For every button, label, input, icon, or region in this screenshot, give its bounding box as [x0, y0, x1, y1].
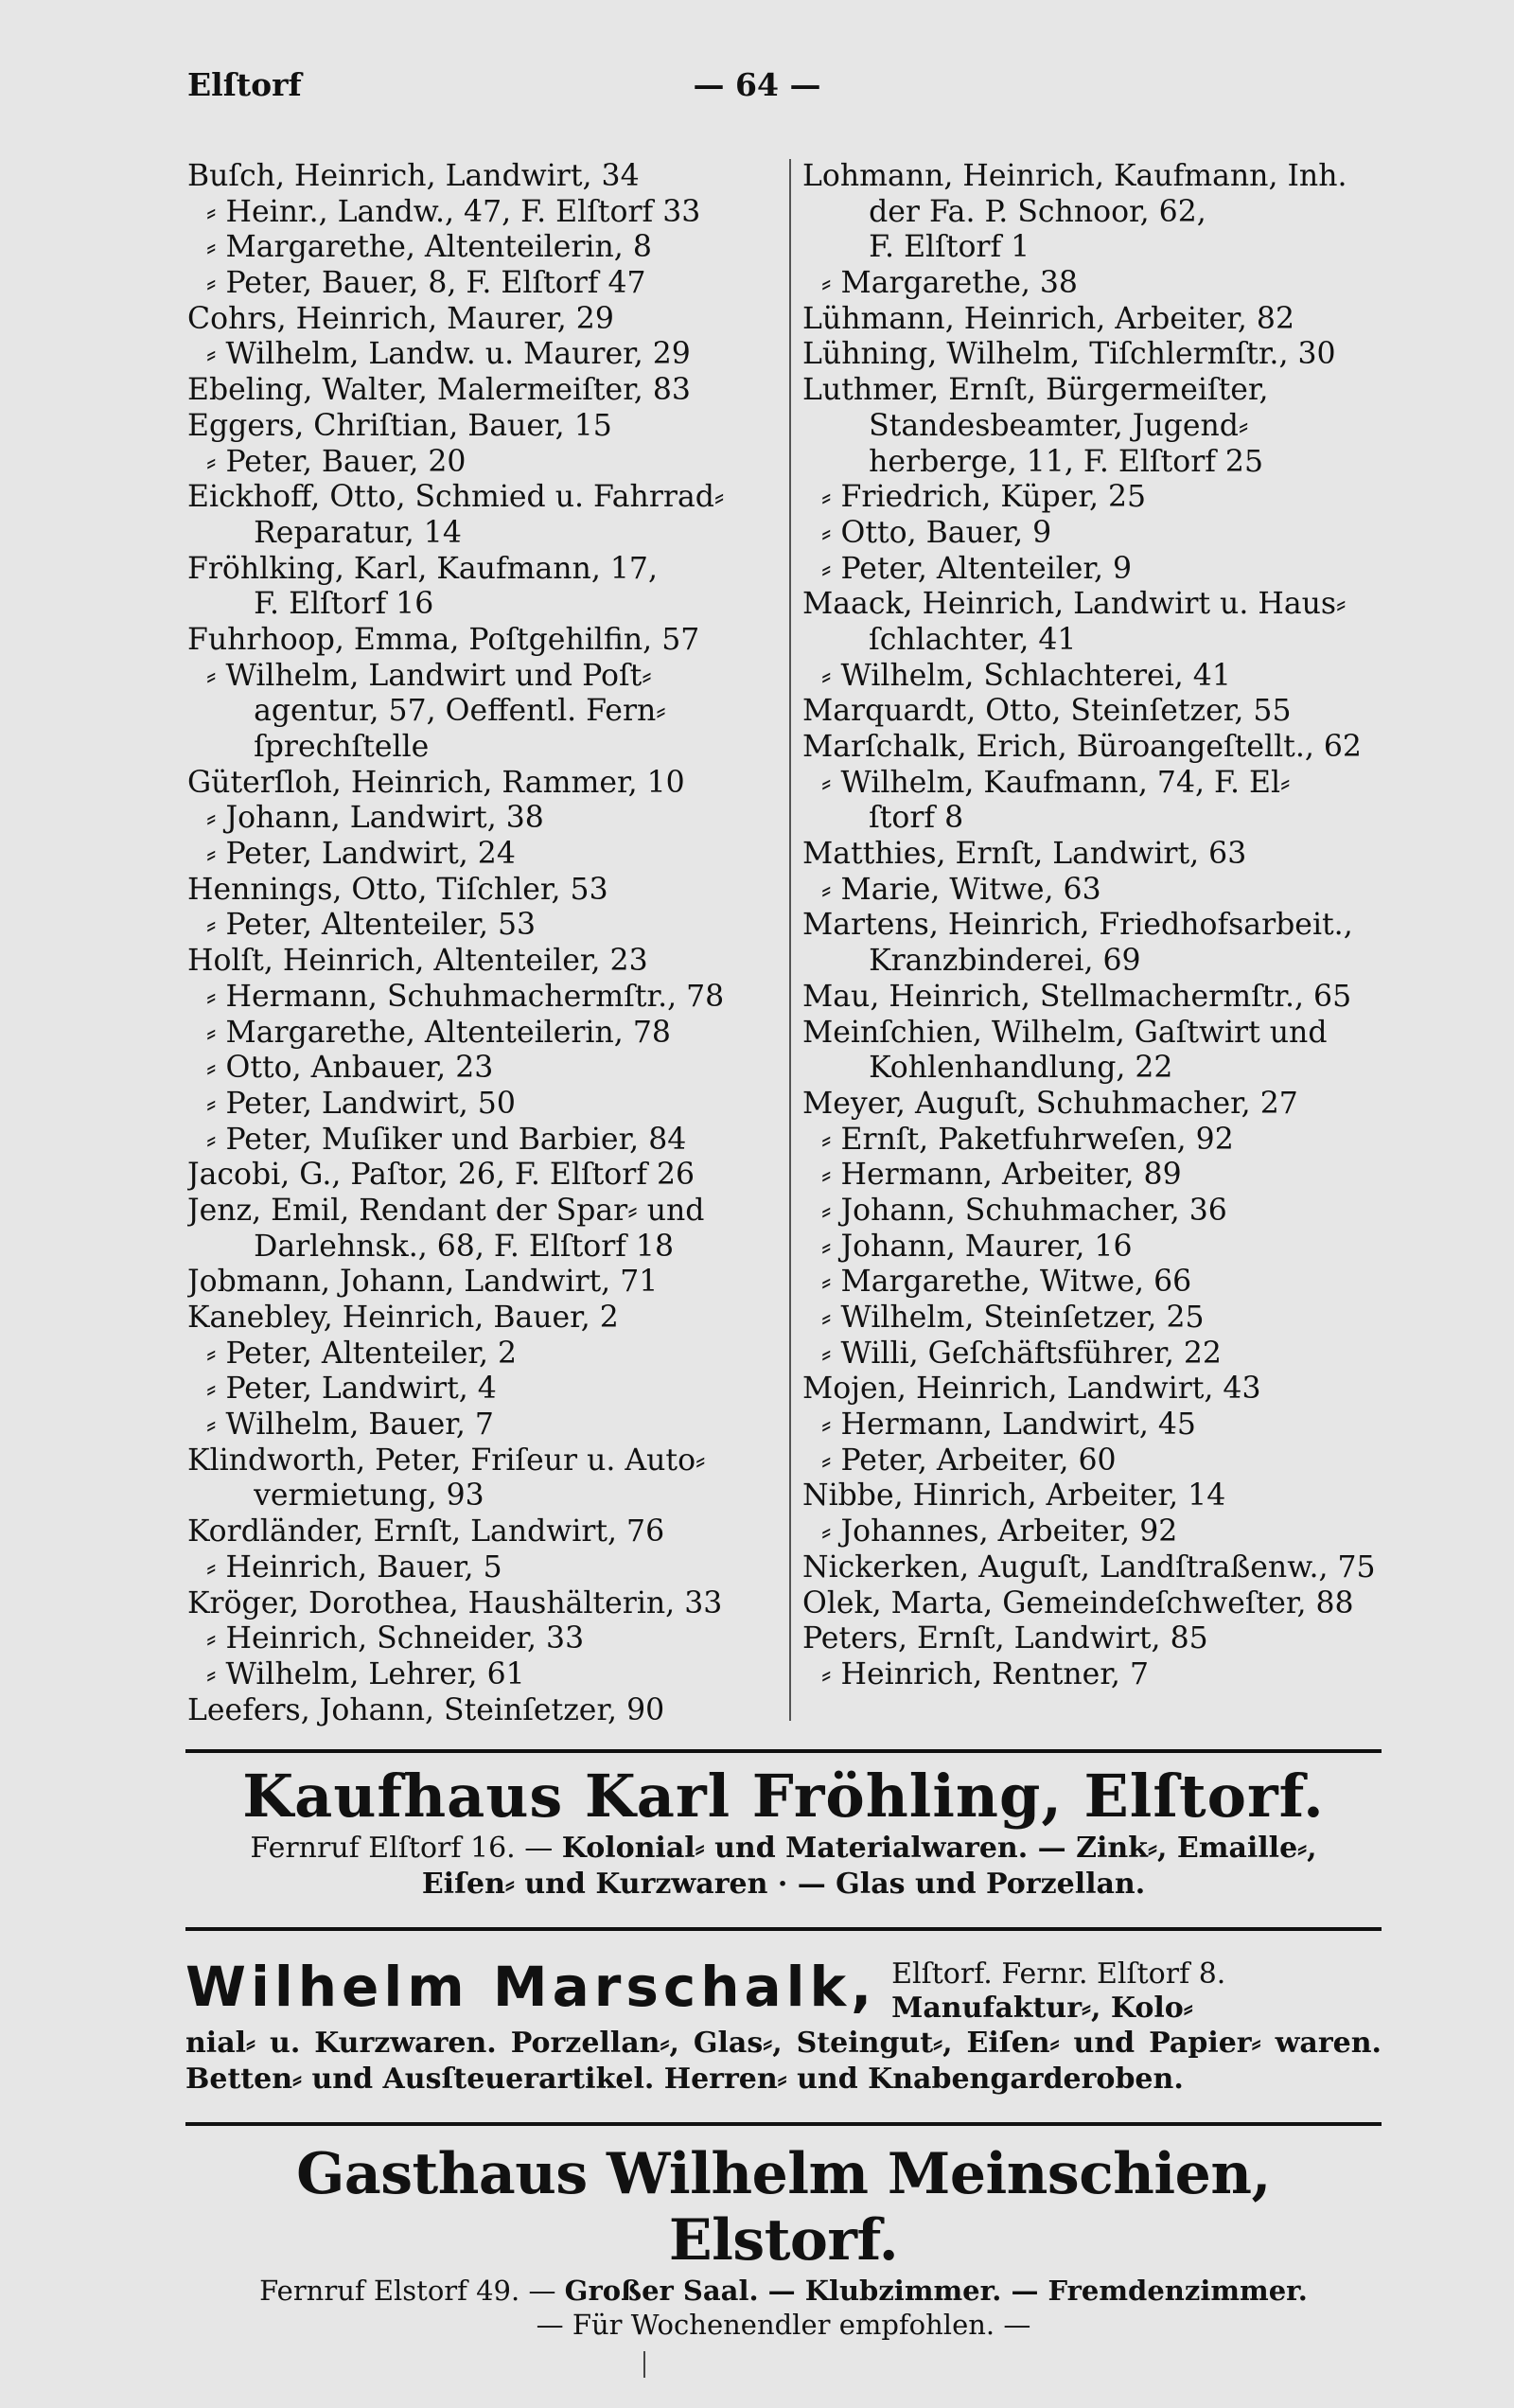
- ad-title: Kaufhaus Karl Fröhling, Elſtorf.: [242, 1762, 1325, 1831]
- ad-text-line: [185, 1831, 1382, 1867]
- directory-entry: Olek, Marta, Gemeindeſchweſter, 88: [802, 1585, 1354, 1620]
- directory-entry: ⸗ Peter, Altenteiler, 9: [802, 551, 1133, 586]
- directory-entry: Nickerken, Auguſt, Landſtraßenw., 75: [802, 1549, 1376, 1585]
- directory-entry: Klindworth, Peter, Friſeur u. Auto⸗: [187, 1443, 706, 1478]
- directory-entry: Marquardt, Otto, Steinſetzer, 55: [802, 694, 1292, 729]
- directory-entry: ⸗ Hermann, Arbeiter, 89: [802, 1158, 1182, 1193]
- directory-entry: ⸗ Peter, Altenteiler, 53: [187, 908, 537, 943]
- right-column: [802, 159, 1389, 1693]
- directory-entry: F. Elſtorf 1: [802, 230, 1030, 265]
- directory-entry: Darlehnsk., 68, F. Elſtorf 18: [187, 1229, 675, 1264]
- ad-rule-2: [185, 1927, 1382, 1931]
- directory-entry: Martens, Heinrich, Friedhofsarbeit.,: [802, 908, 1353, 943]
- directory-entry: Standesbeamter, Jugend⸗: [802, 408, 1249, 443]
- directory-entry: ⸗ Wilhelm, Kaufmann, 74, F. El⸗: [802, 765, 1291, 800]
- directory-entry: ⸗ Peter, Arbeiter, 60: [802, 1443, 1117, 1478]
- directory-entry: ⸗ Peter, Muſiker und Barbier, 84: [187, 1122, 687, 1157]
- ad-kaufhaus-froehling: [185, 1762, 1382, 1903]
- directory-entry: der Fa. P. Schnoor, 62,: [802, 194, 1206, 229]
- directory-entry: ⸗ Wilhelm, Landw. u. Maurer, 29: [187, 337, 691, 372]
- directory-entry: Nibbe, Hinrich, Arbeiter, 14: [802, 1478, 1226, 1514]
- directory-entry: ⸗ Wilhelm, Bauer, 7: [187, 1408, 494, 1443]
- directory-entry: ſtorf 8: [802, 801, 964, 836]
- directory-entry: Mojen, Heinrich, Landwirt, 43: [802, 1372, 1261, 1407]
- directory-entry: ⸗ Otto, Anbauer, 23: [187, 1051, 494, 1086]
- ad-text-line: — Für Wochenendler empfohlen. —: [536, 2309, 1031, 2341]
- ad-gasthaus-meinschien: [185, 2141, 1382, 2342]
- directory-entry: Mau, Heinrich, Stellmachermſtr., 65: [802, 979, 1352, 1014]
- directory-entry: Reparatur, 14: [187, 515, 462, 550]
- directory-entry: ⸗ Johann, Maurer, 16: [802, 1229, 1133, 1264]
- ad-side-text: [891, 1954, 1225, 2026]
- ad-title: Gasthaus Wilhelm Meinschien, Elstorf.: [296, 2141, 1271, 2274]
- directory-entry: ⸗ Peter, Landwirt, 50: [187, 1086, 516, 1121]
- directory-entry: Marſchalk, Erich, Büroangeſtellt., 62: [802, 730, 1362, 764]
- directory-entry: Güterſloh, Heinrich, Rammer, 10: [187, 765, 685, 800]
- directory-entry: Fuhrhoop, Emma, Poſtgehilfin, 57: [187, 622, 700, 657]
- directory-entry: Fröhlking, Karl, Kaufmann, 17,: [187, 551, 658, 586]
- directory-entry: Eickhoff, Otto, Schmied u. Fahrrad⸗: [187, 480, 725, 515]
- ad-title: Wilhelm Marschalk,: [185, 1955, 877, 2019]
- directory-entry: ⸗ Willi, Geſchäftsführer, 22: [802, 1336, 1222, 1371]
- directory-entry: ⸗ Otto, Bauer, 9: [802, 515, 1052, 550]
- ad-phone: Fernruf Elſtorf 16. —: [250, 1832, 562, 1865]
- page-number: — 64 —: [693, 66, 821, 103]
- directory-entry: Kröger, Dorothea, Haushälterin, 33: [187, 1585, 723, 1620]
- directory-entry: ⸗ Hermann, Landwirt, 45: [802, 1408, 1196, 1443]
- directory-entry: ⸗ Ernſt, Paketfuhrweſen, 92: [802, 1122, 1234, 1157]
- column-divider: [789, 159, 791, 1721]
- ad-rule-1: [185, 1749, 1382, 1753]
- directory-entry: ⸗ Heinr., Landw., 47, F. Elſtorf 33: [187, 194, 701, 229]
- directory-entry: Matthies, Ernſt, Landwirt, 63: [802, 837, 1247, 872]
- directory-entry: herberge, 11, F. Elſtorf 25: [802, 444, 1264, 479]
- directory-entry: Meinſchien, Wilhelm, Gaſtwirt und: [802, 1015, 1328, 1050]
- directory-entry: Kordländer, Ernſt, Landwirt, 76: [187, 1514, 665, 1549]
- directory-entry: Jacobi, G., Paſtor, 26, F. Elſtorf 26: [187, 1158, 695, 1193]
- directory-entry: ⸗ Wilhelm, Schlachterei, 41: [802, 658, 1231, 693]
- directory-entry: ⸗ Peter, Altenteiler, 2: [187, 1336, 518, 1371]
- directory-entry: Lühmann, Heinrich, Arbeiter, 82: [802, 301, 1294, 336]
- ad-side-line: Elſtorf. Fernr. Elſtorf 8.: [891, 1957, 1226, 1991]
- directory-entry: Peters, Ernſt, Landwirt, 85: [802, 1621, 1208, 1656]
- directory-entry: ⸗ Margarethe, Altenteilerin, 78: [187, 1015, 671, 1050]
- directory-entry: ⸗ Margarethe, Altenteilerin, 8: [187, 230, 652, 265]
- directory-entry: ⸗ Wilhelm, Lehrer, 61: [187, 1656, 525, 1691]
- directory-entry: Kanebley, Heinrich, Bauer, 2: [187, 1301, 619, 1335]
- directory-entry: Ebeling, Walter, Malermeiſter, 83: [187, 373, 691, 408]
- directory-entry: ⸗ Margarethe, 38: [802, 266, 1078, 301]
- directory-entry: ⸗ Peter, Bauer, 20: [187, 444, 467, 479]
- directory-entry: Holſt, Heinrich, Altenteiler, 23: [187, 944, 648, 979]
- ad-goods: Kolonial⸗ und Materialwaren. — Zink⸗, Emaille⸗,: [561, 1832, 1317, 1865]
- directory-entry: Luthmer, Ernſt, Bürgermeiſter,: [802, 373, 1269, 408]
- ad-rule-3: [185, 2122, 1382, 2126]
- directory-entry: Lühning, Wilhelm, Tiſchlermſtr., 30: [802, 337, 1336, 372]
- directory-entry: ⸗ Marie, Witwe, 63: [802, 872, 1101, 907]
- directory-entry: Kranzbinderei, 69: [802, 944, 1141, 979]
- ad-body: nial⸗ u. Kurzwaren. Porzellan⸗, Glas⸗, Steingut⸗, Eiſen⸗ und Papier⸗ waren. Betten⸗ und Ausſteuerartikel. Herren⸗ und Knabengarderoben.: [185, 2027, 1382, 2096]
- directory-entry: ⸗ Johann, Landwirt, 38: [187, 801, 544, 836]
- directory-entry: ⸗ Margarethe, Witwe, 66: [802, 1265, 1192, 1300]
- directory-entry: ⸗ Heinrich, Schneider, 33: [187, 1621, 585, 1656]
- directory-entry: Jobmann, Johann, Landwirt, 71: [187, 1265, 659, 1300]
- directory-entry: ⸗ Wilhelm, Steinſetzer, 25: [802, 1301, 1205, 1335]
- directory-entry: Hennings, Otto, Tiſchler, 53: [187, 872, 608, 907]
- ad-wilhelm-marschalk: [185, 1954, 1382, 2098]
- directory-entry: Jenz, Emil, Rendant der Spar⸗ und: [187, 1193, 705, 1228]
- directory-entry: ⸗ Johannes, Arbeiter, 92: [802, 1514, 1178, 1549]
- ad-phone: Fernruf Elstorf 49. —: [259, 2275, 565, 2307]
- directory-entry: ⸗ Peter, Landwirt, 24: [187, 837, 516, 872]
- left-column: [187, 159, 770, 1728]
- directory-entry: ⸗ Wilhelm, Landwirt und Poſt⸗: [187, 658, 652, 693]
- ad-features: Großer Saal. — Klubzimmer. — Fremdenzimmer.: [564, 2275, 1308, 2307]
- ad-side-line: Manufaktur⸗, Kolo⸗: [891, 1992, 1193, 2025]
- directory-entry: Eggers, Chriſtian, Bauer, 15: [187, 408, 612, 443]
- directory-entry: ⸗ Friedrich, Küper, 25: [802, 480, 1147, 515]
- directory-entry: Lohmann, Heinrich, Kaufmann, Inh.: [802, 159, 1347, 193]
- running-head-place: Elſtorf: [187, 66, 302, 103]
- ad-text-line: [185, 2274, 1382, 2308]
- directory-entry: Maack, Heinrich, Landwirt u. Haus⸗: [802, 587, 1347, 622]
- directory-entry: ⸗ Peter, Bauer, 8, F. Elſtorf 47: [187, 266, 646, 301]
- directory-entry: ⸗ Johann, Schuhmacher, 36: [802, 1193, 1227, 1228]
- directory-entry: ⸗ Peter, Landwirt, 4: [187, 1372, 497, 1407]
- ad-text-line: Eiſen⸗ und Kurzwaren · — Glas und Porzellan.: [421, 1868, 1146, 1901]
- directory-entry: ⸗ Heinrich, Rentner, 7: [802, 1656, 1149, 1691]
- directory-entry: Meyer, Auguſt, Schuhmacher, 27: [802, 1086, 1298, 1121]
- directory-entry: ⸗ Hermann, Schuhmachermſtr., 78: [187, 979, 725, 1014]
- directory-entry: agentur, 57, Oeffentl. Fern⸗: [187, 694, 666, 729]
- directory-entry: Cohrs, Heinrich, Maurer, 29: [187, 301, 614, 336]
- directory-entry: ⸗ Heinrich, Bauer, 5: [187, 1549, 502, 1585]
- directory-entry: ſchlachter, 41: [802, 622, 1077, 657]
- directory-entry: F. Elſtorf 16: [187, 587, 434, 622]
- directory-entry: Buſch, Heinrich, Landwirt, 34: [187, 159, 640, 193]
- print-mark: [643, 2351, 645, 2378]
- directory-entry: ſprechſtelle: [187, 730, 430, 764]
- directory-entry: vermietung, 93: [187, 1478, 484, 1514]
- directory-entry: Leefers, Johann, Steinſetzer, 90: [187, 1692, 665, 1727]
- directory-entry: Kohlenhandlung, 22: [802, 1051, 1173, 1086]
- ad-title-row: [185, 1954, 1382, 2026]
